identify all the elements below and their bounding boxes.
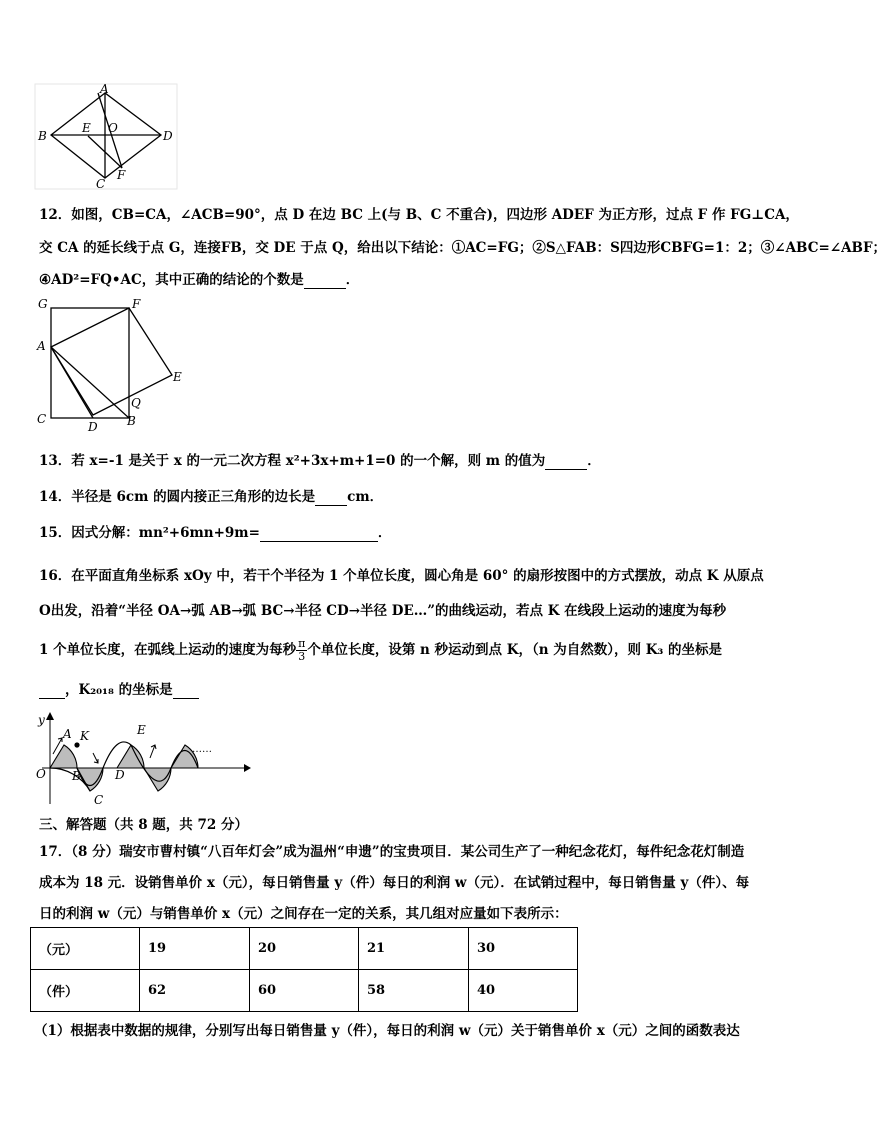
label-G: G: [38, 297, 48, 311]
q15-text: 15．因式分解：mn²+6mn+9m=: [39, 525, 260, 541]
label-Q: Q: [131, 396, 141, 410]
table-row: [31, 928, 578, 970]
label-C: C: [94, 793, 104, 807]
q15: [39, 524, 391, 542]
answer-blank: [173, 698, 199, 699]
label-A: A: [37, 339, 46, 353]
q14-end: cm．: [347, 489, 384, 505]
ellipsis: ……: [192, 744, 212, 755]
q12-text: ④AD²=FQ•AC，其中正确的结论的个数是: [39, 272, 304, 288]
label-B: B: [72, 769, 81, 783]
q16-line2: O出发，沿着“半径 OA→弧 AB→弧 BC→半径 CD→半径 DE…”的曲线运动，若点 K 在线段上运动的速度为每秒: [39, 603, 727, 619]
label-C: C: [96, 177, 106, 191]
label-D: D: [88, 420, 98, 434]
q17-line1: 17．（8 分）瑞安市曹村镇“八百年灯会”成为温州“申遗”的宝贵项目．某公司生产了一种纪念花灯，每件纪念花灯制造: [39, 844, 745, 860]
q16-text-a: 1 个单位长度，在弧线上运动的速度为每秒: [39, 642, 297, 658]
label-B: B: [127, 414, 136, 428]
q16-text-c: ，K₂₀₁₈ 的坐标是: [65, 682, 173, 698]
table-cell: 19: [140, 928, 250, 970]
label-D: D: [163, 129, 173, 143]
label-A: A: [63, 727, 72, 741]
label-C: C: [37, 412, 47, 426]
q15-end: ．: [377, 525, 392, 541]
q12-line1: 12．如图，CB=CA，∠ACB=90°，点 D 在边 BC 上(与 B、C 不重合)，四边形 ADEF 为正方形，过点 F 作 FG⊥CA，: [39, 207, 799, 223]
data-table: [30, 927, 578, 1012]
fraction-numerator: π: [298, 637, 306, 650]
table-cell: （元）: [31, 928, 140, 970]
label-E: E: [137, 723, 146, 737]
q14: [39, 488, 383, 506]
pi-over-3-fraction: [296, 638, 307, 663]
table-cell: 60: [250, 970, 359, 1012]
q16-line3: [39, 637, 722, 663]
table-cell: （件）: [31, 970, 140, 1012]
label-A: A: [100, 82, 109, 96]
q13-text: 13．若 x=-1 是关于 x 的一元二次方程 x²+3x+m+1=0 的一个解，则 m 的值为: [39, 453, 546, 469]
q17-line3: 日的利润 w（元）与销售单价 x（元）之间存在一定的关系，其几组对应量如下表所示：: [39, 906, 568, 922]
table-cell: 58: [359, 970, 469, 1012]
q16-line1: 16．在平面直角坐标系 xOy 中，若干个半径为 1 个单位长度，圆心角是 60° 的扇形按图中的方式摆放，动点 K 从原点: [39, 568, 764, 584]
answer-blank: [304, 288, 346, 289]
answer-blank: [545, 469, 587, 470]
q17-line2: 成本为 18 元．设销售单价 x（元），每日销售量 y（件）每日的利润 w（元）．在试销过程中，每日销售量 y（件）、每: [39, 875, 750, 891]
q17-sub1: （1）根据表中数据的规律，分别写出每日销售量 y（件），每日的利润 w（元）关于销售单价 x（元）之间的函数表达: [34, 1023, 740, 1039]
label-K: K: [80, 729, 89, 743]
answer-blank: [260, 541, 378, 542]
label-E: E: [173, 370, 182, 384]
table-cell: 62: [140, 970, 250, 1012]
table-cell: 21: [359, 928, 469, 970]
q12-line2: 交 CA 的延长线于点 G，连接FB，交 DE 于点 Q，给出以下结论：①AC=FG；②S△FAB：S四边形CBFG=1：2；③∠ABC=∠ABF；: [39, 240, 886, 256]
table-cell: 30: [469, 928, 578, 970]
q16-line4: [39, 681, 199, 699]
table-cell: 40: [469, 970, 578, 1012]
sector-path-figure: [30, 708, 252, 808]
q12-line3: [39, 271, 359, 289]
q14-text: 14．半径是 6cm 的圆内接正三角形的边长是: [39, 489, 316, 505]
label-O: O: [36, 767, 46, 781]
table-cell: 20: [250, 928, 359, 970]
q16-text-b: 个单位长度，设第 n 秒运动到点 K，（n 为自然数），则 K₃ 的坐标是: [307, 642, 723, 658]
label-y: y: [38, 713, 45, 727]
answer-blank: [39, 698, 65, 699]
label-D: D: [115, 768, 125, 782]
table-row: [31, 970, 578, 1012]
q13-end: ．: [587, 453, 601, 469]
label-E: E: [82, 121, 91, 135]
square-figure: [34, 294, 186, 434]
label-F: F: [132, 297, 141, 311]
label-O: O: [108, 121, 118, 135]
q12-end: ．: [345, 272, 360, 288]
answer-blank: [315, 505, 347, 506]
label-F: F: [117, 168, 126, 182]
section-heading: 三、解答题（共 8 题，共 72 分）: [39, 817, 248, 833]
label-B: B: [38, 129, 47, 143]
rhombus-figure: [34, 83, 180, 191]
q13: [39, 452, 601, 470]
fraction-denominator: 3: [298, 650, 306, 663]
